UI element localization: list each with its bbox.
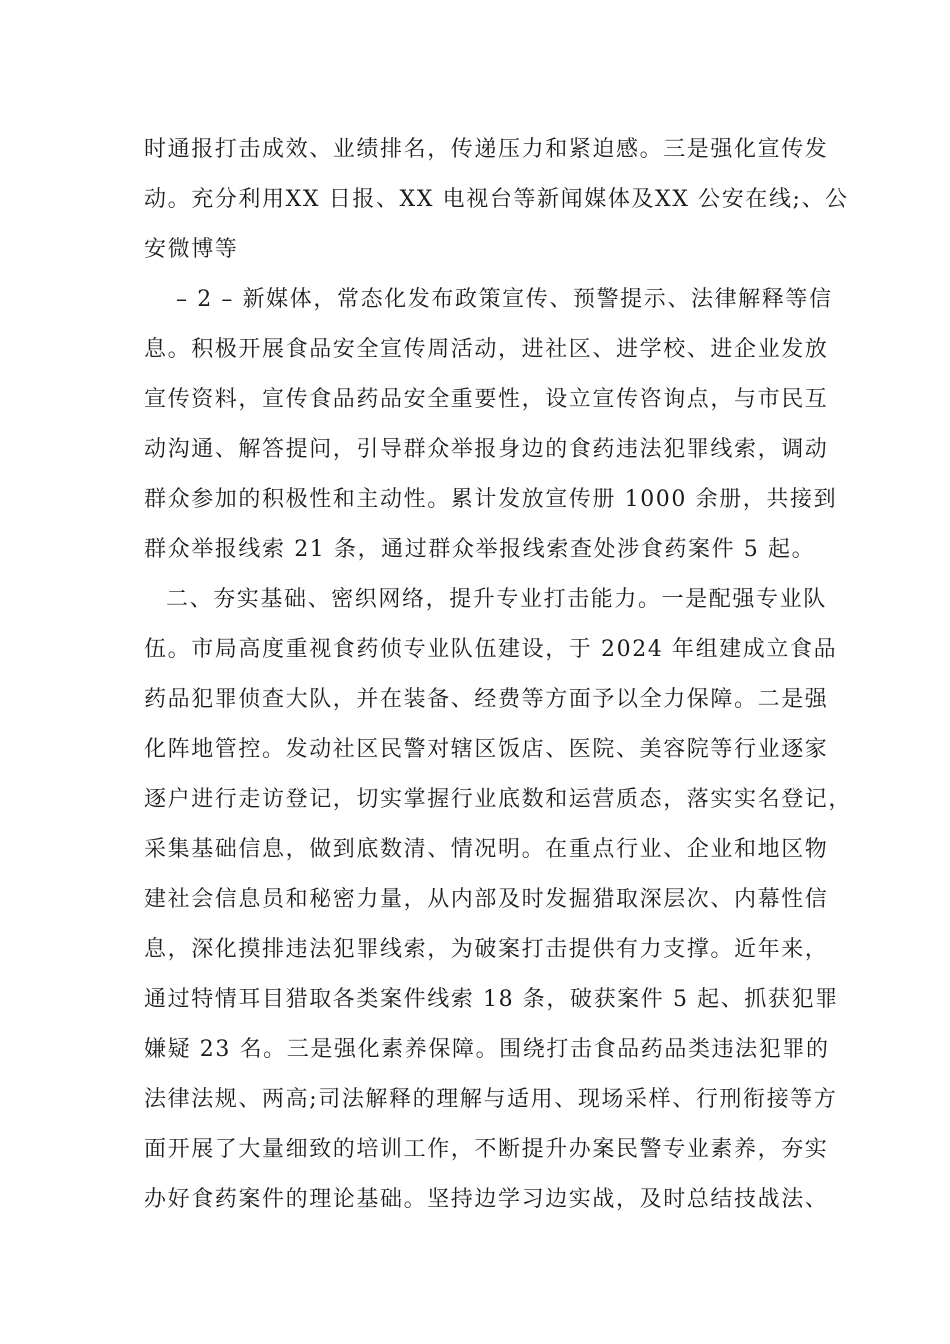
text-line: 群众参加的积极性和主动性。累计发放宣传册 1000 余册，共接到 — [144, 487, 838, 512]
text-line: 面开展了大量细致的培训工作，不断提升办案民警专业素养，夯实 — [144, 1137, 829, 1162]
text-line: 化阵地管控。发动社区民警对辖区饭店、医院、美容院等行业逐家 — [144, 737, 829, 762]
text-line: 伍。市局高度重视食药侦专业队伍建设，于 2024 年组建成立食品 — [144, 637, 838, 662]
text-line: 逐户进行走访登记，切实掌握行业底数和运营质态，落实实名登记， — [144, 787, 853, 812]
text-line: 息。积极开展食品安全宣传周活动，进社区、进学校、进企业发放 — [144, 337, 829, 362]
text-line: 药品犯罪侦查大队，并在装备、经费等方面予以全力保障。二是强 — [144, 687, 829, 712]
paragraph-start-line: 二、夯实基础、密织网络，提升专业打击能力。一是配强专业队 — [166, 587, 827, 612]
text-line: 时通报打击成效、业绩排名，传递压力和紧迫感。三是强化宣传发 — [144, 137, 829, 162]
text-line: 宣传资料，宣传食品药品安全重要性，设立宣传咨询点，与市民互 — [144, 387, 829, 412]
text-line: 动。充分利用XX 日报、XX 电视台等新闻媒体及XX 公安在线;、公 — [144, 187, 849, 212]
page-number-line: – 2 – 新媒体，常态化发布政策宣传、预警提示、法律解释等信 — [176, 287, 833, 312]
text-line: 办好食药案件的理论基础。坚持边学习边实战，及时总结技战法、 — [144, 1187, 829, 1212]
text-line: 通过特情耳目猎取各类案件线索 18 条，破获案件 5 起、抓获犯罪 — [144, 987, 839, 1012]
text-line: 法律法规、两高;司法解释的理解与适用、现场采样、行刑衔接等方 — [144, 1087, 838, 1112]
text-line: 群众举报线索 21 条，通过群众举报线索查处涉食药案件 5 起。 — [144, 537, 816, 562]
text-line: 建社会信息员和秘密力量，从内部及时发掘猎取深层次、内幕性信 — [144, 887, 829, 912]
text-line: 动沟通、解答提问，引导群众举报身边的食药违法犯罪线索，调动 — [144, 437, 829, 462]
text-line: 息，深化摸排违法犯罪线索，为破案打击提供有力支撑。近年来， — [144, 937, 829, 962]
text-line: 嫌疑 23 名。三是强化素养保障。围绕打击食品药品类违法犯罪的 — [144, 1037, 830, 1062]
text-line: 安微博等 — [144, 237, 239, 262]
text-line: 采集基础信息，做到底数清、情况明。在重点行业、企业和地区物 — [144, 837, 829, 862]
